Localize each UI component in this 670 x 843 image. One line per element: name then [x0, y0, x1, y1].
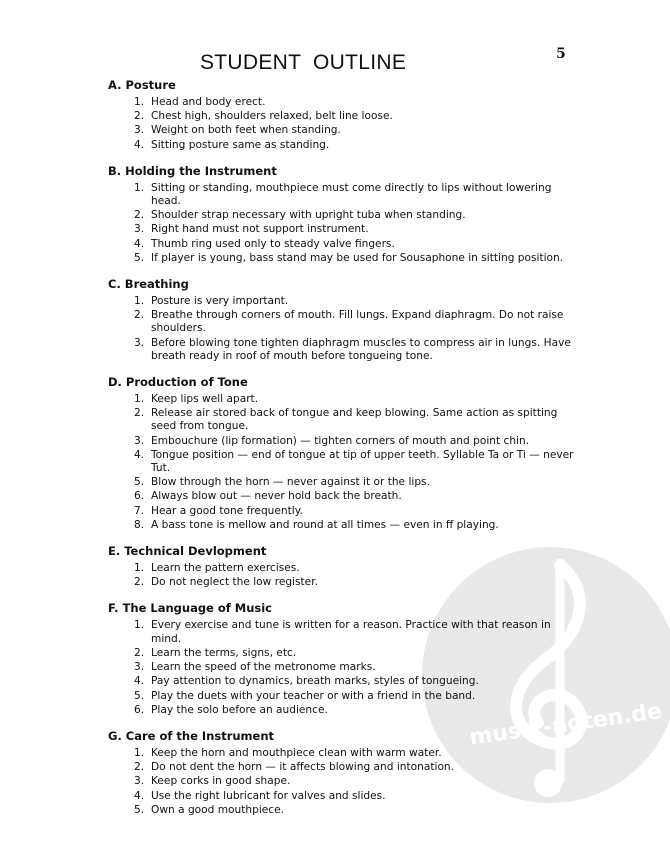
section-item-list — [108, 562, 576, 589]
item-number: 2. — [134, 110, 145, 123]
list-item: 2. Breathe through corners of mouth. Fill lungs. Expand diaphragm. Do not raise shoulders. — [134, 309, 564, 335]
list-item: 2. Learn the terms, signs, etc. — [134, 646, 297, 659]
item-number: 6. — [134, 490, 145, 503]
item-number: 4. — [134, 789, 145, 802]
item-number: 2. — [134, 309, 145, 322]
item-number: 7. — [134, 504, 145, 517]
section-heading: F. The Language of Music — [108, 601, 273, 616]
list-item: 1. Keep lips well apart. — [134, 393, 259, 406]
item-number: 5. — [134, 476, 145, 489]
list-item: 7. Hear a good tone frequently. — [134, 504, 303, 517]
item-number: 3. — [134, 223, 145, 236]
outline-section — [108, 375, 576, 532]
section-item-list — [108, 182, 576, 265]
outline-section — [108, 78, 576, 152]
list-item: 2. Release air stored back of tongue and keep blowing. Same action as spitting seed from tongue. — [134, 407, 558, 433]
item-number: 1. — [134, 619, 145, 632]
list-item: 4. Pay attention to dynamics, breath marks, styles of tongueing. — [134, 675, 479, 688]
outline-section — [108, 277, 576, 363]
page-title: STUDENT OUTLINE — [200, 51, 407, 74]
list-item: 8. A bass tone is mellow and round at all times — even in ff playing. — [134, 518, 499, 531]
section-item-list — [108, 96, 576, 152]
list-item: 1. Learn the pattern exercises. — [134, 562, 300, 575]
outline-content — [108, 78, 576, 829]
item-number: 2. — [134, 576, 145, 589]
watermark-text: musik-noten.de — [468, 698, 664, 751]
item-number: 5. — [134, 803, 145, 816]
list-item: 2. Do not neglect the low register. — [134, 576, 318, 589]
page-number: 5 — [556, 46, 566, 62]
list-item: 1. Every exercise and tune is written for a reason. Practice with that reason in mind. — [134, 619, 551, 645]
item-number: 2. — [134, 761, 145, 774]
list-item: 2. Shoulder strap necessary with upright tuba when standing. — [134, 209, 466, 222]
item-number: 8. — [134, 518, 145, 531]
item-number: 3. — [134, 124, 145, 137]
list-item: 5. Own a good mouthpiece. — [134, 803, 285, 816]
list-item: 1. Posture is very important. — [134, 295, 289, 308]
item-number: 4. — [134, 448, 145, 461]
list-item: 3. Weight on both feet when standing. — [134, 124, 341, 137]
list-item: 5. Blow through the horn — never against it or the lips. — [134, 476, 430, 489]
section-item-list — [108, 619, 576, 716]
section-item-list — [108, 295, 576, 363]
item-number: 5. — [134, 689, 145, 702]
item-number: 1. — [134, 96, 145, 108]
list-item: 6. Always blow out — never hold back the breath. — [134, 490, 402, 503]
section-heading: G. Care of the Instrument — [108, 728, 275, 743]
list-item: 3. Embouchure (lip formation) — tighten corners of mouth and point chin. — [134, 434, 530, 447]
list-item: 3. Before blowing tone tighten diaphragm muscles to compress air in lungs. Have breath ready in roof of mouth before tongueing tone. — [134, 336, 571, 362]
list-item: 4. Sitting posture same as standing. — [134, 138, 330, 151]
section-heading: C. Breathing — [108, 277, 189, 292]
item-number: 3. — [134, 661, 145, 674]
outline-section — [108, 601, 576, 716]
item-number: 1. — [134, 746, 145, 759]
item-number: 5. — [134, 251, 145, 264]
item-number: 3. — [134, 336, 145, 349]
item-number: 1. — [134, 295, 145, 308]
list-item: 1. Keep the horn and mouthpiece clean with warm water. — [134, 746, 442, 759]
list-item: 4. Thumb ring used only to steady valve fingers. — [134, 237, 395, 250]
list-item: 2. Do not dent the horn — it affects blowing and intonation. — [134, 761, 455, 774]
item-number: 2. — [134, 209, 145, 222]
item-number: 6. — [134, 703, 145, 716]
list-item: 5. If player is young, bass stand may be used for Sousaphone in sitting position. — [134, 251, 564, 264]
item-number: 2. — [134, 407, 145, 420]
section-heading: B. Holding the Instrument — [108, 163, 277, 178]
item-number: 1. — [134, 393, 145, 406]
section-heading: D. Production of Tone — [108, 375, 248, 390]
list-item: 4. Use the right lubricant for valves and slides. — [134, 789, 386, 802]
outline-section — [108, 729, 576, 817]
list-item: 3. Right hand must not support instrument. — [134, 223, 369, 236]
list-item: 6. Play the solo before an audience. — [134, 703, 328, 716]
section-item-list — [108, 747, 576, 817]
item-number: 4. — [134, 675, 145, 688]
list-item: 1. Sitting or standing, mouthpiece must come directly to lips without lowering head. — [134, 181, 552, 208]
section-item-list — [108, 393, 576, 532]
list-item: 3. Learn the speed of the metronome marks. — [134, 661, 376, 674]
outline-section — [108, 164, 576, 265]
section-heading: E. Technical Devlopment — [108, 544, 267, 559]
list-item: 2. Chest high, shoulders relaxed, belt line loose. — [134, 110, 393, 123]
item-number: 3. — [134, 434, 145, 447]
item-number: 4. — [134, 237, 145, 250]
item-number: 2. — [134, 646, 145, 659]
item-number: 1. — [134, 181, 145, 194]
list-item: 1. Head and body erect. — [134, 96, 266, 108]
list-item: 4. Tongue position — end of tongue at tip of upper teeth. Syllable Ta or Ti — never Tut. — [134, 448, 574, 475]
outline-section — [108, 544, 576, 589]
item-number: 1. — [134, 562, 145, 575]
list-item: 5. Play the duets with your teacher or with a friend in the band. — [134, 689, 476, 702]
item-number: 4. — [134, 138, 145, 151]
section-heading: A. Posture — [108, 78, 176, 92]
item-number: 3. — [134, 775, 145, 788]
list-item: 3. Keep corks in good shape. — [134, 775, 291, 788]
